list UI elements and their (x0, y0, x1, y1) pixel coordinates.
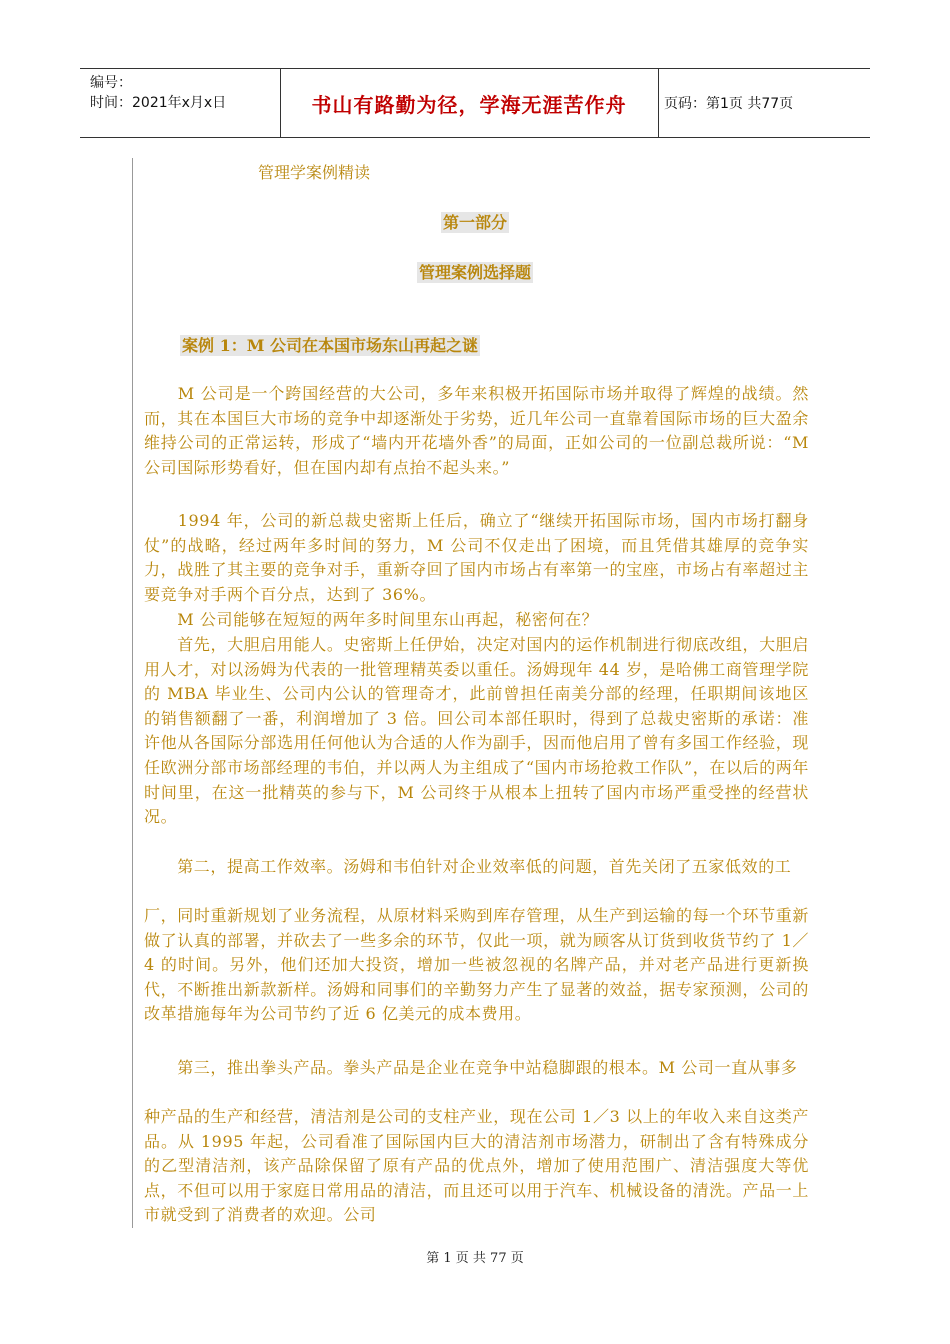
document-title: 管理学案例精读 (258, 163, 371, 182)
case-title (180, 333, 480, 356)
paragraph-3: M 公司能够在短短的两年多时间里东山再起，秘密何在？ (144, 610, 599, 629)
header-meta (90, 73, 226, 113)
paragraph-5: 第二，提高工作效率。汤姆和韦伯针对企业效率低的问题，首先关闭了五家低效的工 (144, 857, 792, 876)
section-title (0, 260, 950, 283)
paragraph-7: 第三，推出拳头产品。拳头产品是企业在竞争中站稳脚跟的根本。M 公司一直从事多 (144, 1058, 798, 1077)
paragraph-1: M 公司是一个跨国经营的大公司，多年来积极开拓国际市场并取得了辉煌的战绩。然而，其在本国巨大市场的竞争中却逐渐处于劣势，近几年公司一直靠着国际市场的巨大盈余维持公司的正常运转，形成了“墙内开花墙外香”的局面，正如公司的一位副总裁所说：“M 公司国际形势看好，但在国内却有点抬不起头来。” (144, 384, 809, 477)
paragraph-4: 首先，大胆启用能人。史密斯上任伊始，决定对国内的运作机制进行彻底改组，大胆启用人才，对以汤姆为代表的一批管理精英委以重任。汤姆现年 44 岁，是哈佛工商管理学院的 MBA 毕业生、公司内公认的管理奇才，此前曾担任南美分部的经理，任职期间该地区的销售额翻了一番，利润增加了 3 倍。回公司本部任职时，得到了总裁史密斯的承诺：准许他从各国际分部选用任何他认为合适的人作为副手，因而他启用了曾有多国工作经验，现任欧洲分部市场部经理的韦伯，并以两人为主组成了“国内市场抢救工作队”，在以后的两年时间里，在这一批精英的参与下，M 公司终于从根本上扭转了国内市场严重受挫的经营状况。 (144, 635, 809, 827)
header-motto: 书山有路勤为径，学海无涯苦作舟 (311, 93, 627, 117)
paragraph-2: 1994 年，公司的新总裁史密斯上任后，确立了“继续开拓国际市场，国内市场打翻身仗”的战略，经过两年多时间的努力，M 公司不仅走出了困境，而且凭借其雄厚的竞争实力，战胜了其主要的竞争对手，重新夺回了国内市场占有率第一的宝座，市场占有率超过主要竞争对手两个百分点，达到了 36%。 (144, 511, 809, 604)
part-title (0, 210, 950, 233)
header-page-info: 页码：第1页 共77页 (664, 96, 794, 112)
page-footer: 第 1 页 共 77 页 (426, 1251, 524, 1266)
paragraph-6: 厂，同时重新规划了业务流程，从原材料采购到库存管理，从生产到运输的每一个环节重新做了认真的部署，并砍去了一些多余的环节，仅此一项，就为顾客从订货到收货节约了 1／4 的时间。另外，他们还加大投资，增加一些被忽视的名牌产品，并对老产品进行更新换代，不断推出新款新样。汤姆和同事们的辛勤努力产生了显著的效益，据专家预测，公司的改革措施每年为公司节约了近 6 亿美元的成本费用。 (144, 906, 809, 1024)
section-title-text: 管理案例选择题 (418, 263, 531, 282)
case-title-text: 案例 1：M 公司在本国市场东山再起之谜 (182, 336, 478, 355)
number-label: 编号： (90, 75, 132, 91)
part-title-text: 第一部分 (442, 213, 507, 232)
header-divider-right (658, 69, 659, 137)
paragraph-8: 种产品的生产和经营，清洁剂是公司的支柱产业，现在公司 1／3 以上的年收入来自这类产品。从 1995 年起，公司看准了国际国内巨大的清洁剂市场潜力，研制出了含有特殊成分的乙型清洁剂，该产品除保留了原有产品的优点外，增加了使用范围广、清洁强度大等优点，不但可以用于家庭日常用品的清洁，而且还可以用于汽车、机械设备的清洗。产品一上市就受到了消费者的欢迎。公司 (144, 1107, 809, 1225)
header-table (80, 68, 870, 138)
margin-rule (132, 158, 133, 1228)
time-label: 时间：2021年x月x日 (90, 95, 227, 111)
